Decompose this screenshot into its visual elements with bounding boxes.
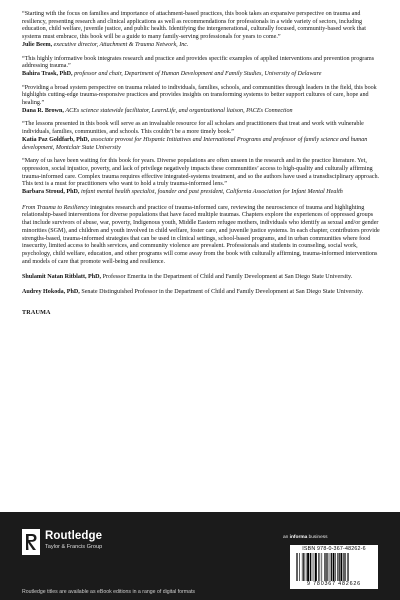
informa-business-label	[283, 535, 328, 540]
editor-name: Audrey Hokoda, PhD,	[22, 289, 80, 296]
informa-suffix: business	[307, 535, 328, 540]
endorsements-section	[22, 11, 380, 197]
endorser-affiliation: infant mental health specialist, founder and past president, California Association for Infant Mental Health	[80, 189, 343, 196]
endorsement-attribution	[22, 42, 380, 50]
informa-brand: informa	[289, 535, 308, 540]
endorsement-quote: “Providing a broad system perspective on trauma related to individuals, families, schools, and communities through leaders in the field, this book highlights cutting-edge trauma-responsive practices and provides insights on transforming systems to better support cultures of care, hope and healing.”	[22, 84, 377, 107]
publisher-name: Routledge	[45, 530, 103, 542]
endorsement	[22, 56, 380, 79]
endorsement	[22, 11, 380, 50]
endorser-affiliation: executive director, Attachment & Trauma Network, Inc.	[53, 41, 189, 48]
isbn-label: ISBN 978-0-367-48262-6	[302, 546, 366, 552]
barcode-digits: 9 780367 482626	[307, 581, 361, 587]
endorsement-quote: “The lessons presented in this book will serve as an invaluable resource for all scholars and practitioners that treat and work with vulnerable individuals, families, communities, and schools. This couldn’t be a more timely book.”	[22, 121, 364, 136]
publisher-footer	[0, 512, 400, 600]
publisher-tagline: Taylor & Francis Group	[45, 544, 103, 550]
isbn-barcode	[290, 545, 378, 589]
endorsement	[22, 121, 380, 152]
description-text: integrates research and practice of trauma-informed care, reviewing the neuroscience of trauma and highlighting relationship-based interventions for diverse populations that have faced multiple traumas. Chapters explore the experiences of oppressed groups that include survivors of abuse, war, poverty, Indigenous youth, Middle Eastern refugee mothers, individuals who identify as sexual and/or gender minorities (SGM), and children and youth involved in child welfare, foster care, and juvenile justice systems. In each chapter, contributors provide strengths-based, trauma-informed strategies that can be used in clinical settings, school-based programs, and in urban communities where food insecurity, limited access to health services, and community violence are prevalent. Professionals and students in counseling, social work, psychology, child welfare, education, and other programs will come away from the book with culturally affirming, trauma-informed interventions and models of care that promote well-being and resilience.	[22, 204, 380, 265]
endorsement-attribution	[22, 71, 380, 79]
editors-section	[22, 274, 380, 296]
endorsement	[22, 158, 380, 197]
subject-category: TRAUMA	[22, 309, 51, 316]
routledge-logo	[22, 529, 142, 559]
endorsement-attribution	[22, 108, 380, 116]
endorser-name: Julie Beem,	[22, 41, 53, 48]
endorser-name: Katia Paz Goldfarb, PhD,	[22, 136, 90, 143]
endorsement-quote: “Many of us have been waiting for this book for years. Diverse populations are often unseen in the research and in the practice literature. Yet, oppression, social injustice, poverty, and lack of privilege negatively impacts these communities’ access to high-quality and culturally affirming trauma-informed care. Complex trauma requires effective integrated-systems treatment, and so the authors have used a transdisciplinary approach. This text is a must for practitioners who want to hold a truly trauma-informed lens.”	[22, 158, 380, 188]
book-title: From Trauma to Resiliency	[22, 204, 89, 211]
book-description	[22, 205, 380, 267]
barcode-icon	[294, 553, 374, 581]
endorsement-attribution	[22, 189, 380, 197]
editor-bio	[22, 289, 380, 297]
editor-bio	[22, 274, 380, 282]
routledge-r-mark-icon	[22, 529, 40, 555]
endorser-affiliation: associate provost for Hispanic Initiatives and International Programs and professor of family science and human development, Montclair State University	[22, 136, 368, 151]
endorsement-quote: “This highly informative book integrates research and practice and provides specific examples of applied interventions and prevention programs addressing trauma.”	[22, 55, 375, 70]
endorser-affiliation: professor and chair, Department of Human Development and Family Studies, University of Delaware	[74, 70, 322, 77]
endorser-affiliation: ACEs science statewide facilitator, LearnLife, and organizational liaison, PACEs Connection	[65, 107, 293, 114]
endorser-name: Barbara Stroud, PhD,	[22, 189, 80, 196]
endorsement	[22, 85, 380, 116]
ebook-footnote: Routledge titles are available as eBook editions in a range of digital formats	[22, 589, 196, 595]
endorser-name: Dana R. Brown,	[22, 107, 64, 114]
editor-bio-text: Senate Distinguished Professor in the Department of Child and Family Development at San Diego State University.	[79, 289, 364, 296]
endorsement-attribution	[22, 137, 380, 152]
endorsement-quote: “Starting with the focus on families and importance of attachment-based practices, this book takes an expansive perspective on trauma and resiliency, presenting research and clinical applications as well as recommendations for professionals in a wide variety of sectors, including education, child welfare, juvenile justice, and public health. Identifying the intergenerational, culturally focused, community-based work that systems must embrace, this book will be a guide to many family-serving professionals for years to come.”	[22, 11, 366, 41]
editor-bio-text: Professor Emerita in the Department of Child and Family Development at San Diego State University.	[101, 274, 353, 281]
endorser-name: Bahira Trask, PhD,	[22, 70, 73, 77]
editor-name: Shulamit Natan Ritblatt, PhD,	[22, 274, 102, 281]
informa-prefix: an	[283, 535, 290, 540]
